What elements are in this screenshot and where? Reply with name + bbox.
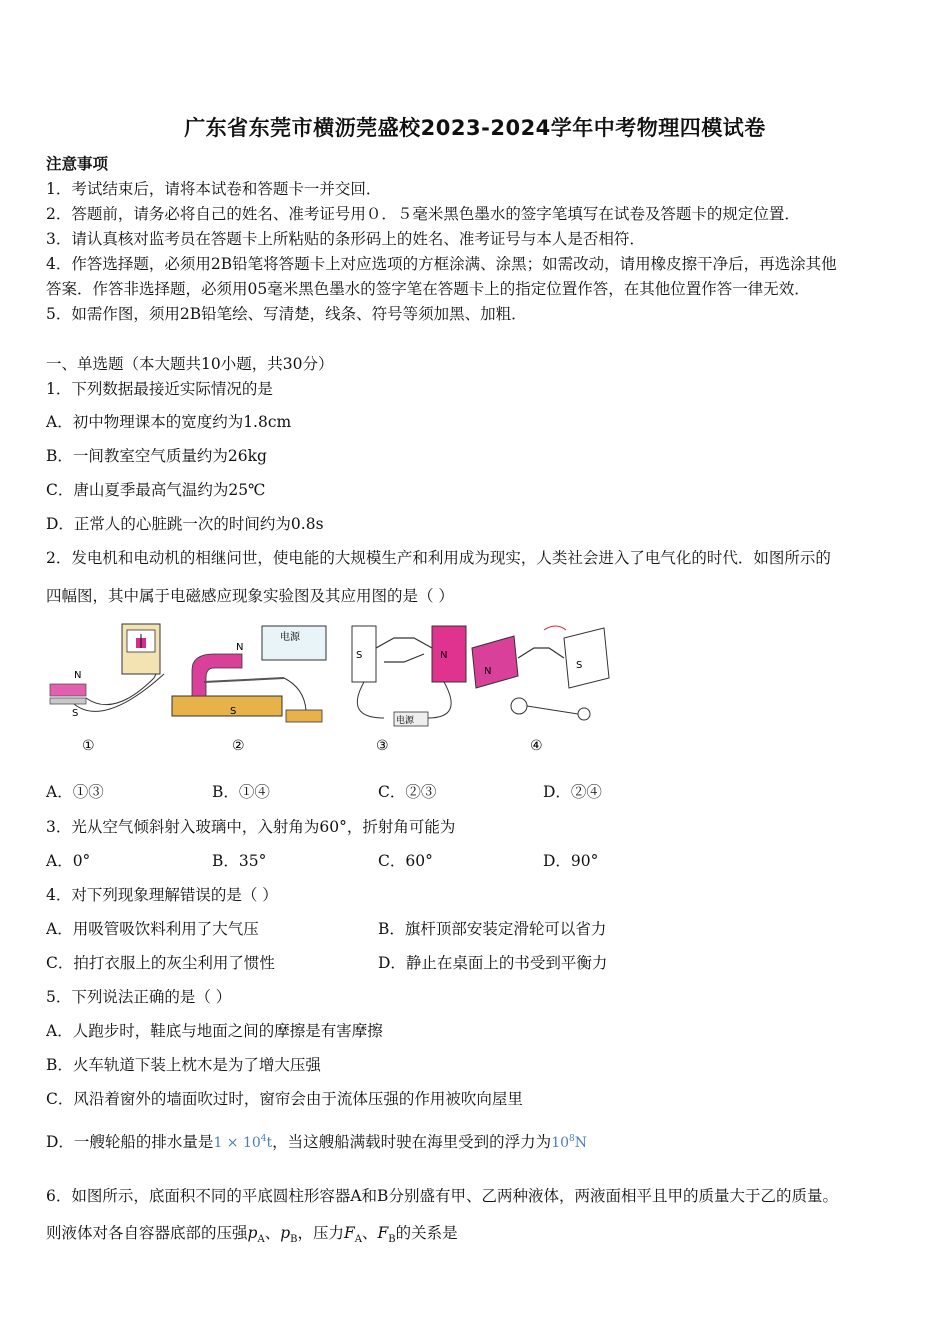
page-title: 广东省东莞市横沥莞盛校2023-2024学年中考物理四模试卷 <box>184 116 766 140</box>
question-stem: 2．发电机和电动机的相继问世，使电能的大规模生产和利用成为现实，人类社会进入了电气化的时代．如图所示的 <box>46 549 831 567</box>
option-c: C．拍打衣服上的灰尘利用了惯性 <box>46 954 275 972</box>
question-stem: 6．如图所示，底面积不同的平底圆柱形容器A和B分别盛有甲、乙两种液体，两液面相平且甲的质量大于乙的质量。 <box>46 1187 838 1205</box>
n-label: N <box>440 650 448 661</box>
question-stem-cont: 则液体对各自容器底部的压强$p_A$、$p_B$，压力$F_A$、$F_B$的关系是 <box>46 1224 458 1246</box>
option-d-text-mid: ，当这艘船满载时驶在海里受到的浮力为 <box>272 1133 552 1151</box>
figure-label: ② <box>232 738 245 754</box>
s-label: S <box>230 706 237 717</box>
option-a: A．0° <box>46 852 91 870</box>
s-label: S <box>576 660 583 671</box>
n-label: N <box>236 642 244 653</box>
notice-item: 答案．作答非选择题，必须用05毫米黑色墨水的签字笔在答题卡上的指定位置作答，在其他位置作答一律无效． <box>46 280 810 298</box>
option-a: A．人跑步时，鞋底与地面之间的摩擦是有害摩擦 <box>46 1022 383 1040</box>
notice-heading: 注意事项 <box>46 154 109 173</box>
notice-item: 5．如需作图，须用2B铅笔绘、写清楚，线条、符号等须加黑、加粗． <box>46 305 527 323</box>
notice-item: 3．请认真核对监考员在答题卡上所粘贴的条形码上的姓名、准考证号与本人是否相符． <box>46 230 645 248</box>
notice-item: 4．作答选择题，必须用2B铅笔将答题卡上对应选项的方框涂满、涂黑；如需改动，请用橡皮擦干净后，再选涂其他 <box>46 255 837 273</box>
n-label: N <box>484 666 492 677</box>
option-c: C．风沿着窗外的墙面吹过时，窗帘会由于流体压强的作用被吹向屋里 <box>46 1090 523 1108</box>
question-stem: 3．光从空气倾斜射入玻璃中，入射角为60°，折射角可能为 <box>46 818 456 836</box>
question-stem: 1．下列数据最接近实际情况的是 <box>46 380 273 398</box>
option-b: B．火车轨道下装上枕木是为了增大压强 <box>46 1056 321 1074</box>
option-d: D．②④ <box>543 783 602 801</box>
option-a: A．用吸管吸饮料利用了大气压 <box>46 920 259 938</box>
option-d <box>46 1130 587 1152</box>
displacement-formula: $1 \times 10^4t$ <box>213 1134 273 1151</box>
notice-item: 1．考试结束后，请将本试卷和答题卡一并交回． <box>46 180 382 198</box>
figure-svg <box>44 618 619 758</box>
question-stem: 5．下列说法正确的是（ ） <box>46 988 232 1006</box>
section-heading: 一、单选题（本大题共10小题，共30分） <box>46 355 334 373</box>
figure-label: ④ <box>530 738 543 754</box>
option-b: B．一间教室空气质量约为26kg <box>46 447 267 465</box>
option-b: B．35° <box>212 852 267 870</box>
power-label: 电源 <box>280 632 300 643</box>
electromagnetism-figure <box>44 618 619 758</box>
notice-item: 2．答题前，请务必将自己的姓名、准考证号用０．５毫米黑色墨水的签字笔填写在试卷及答题卡的规定位置． <box>46 205 800 223</box>
figure-1-galvanometer <box>50 624 164 719</box>
s-label: S <box>72 708 79 719</box>
option-b: B．旗杆顶部安装定滑轮可以省力 <box>378 920 607 938</box>
power-label: 电源 <box>396 716 415 726</box>
option-d: D．90° <box>543 852 599 870</box>
question-stem: 4．对下列现象理解错误的是（ ） <box>46 886 278 904</box>
option-d: D．正常人的心脏跳一次的时间约为0.8s <box>46 515 324 533</box>
option-c: C．60° <box>378 852 433 870</box>
figure-3-generator-motor <box>352 626 466 726</box>
option-d-text: D．一艘轮船的排水量是 <box>46 1133 214 1151</box>
option-c: C．②③ <box>378 783 437 801</box>
figure-2-motor <box>172 626 326 722</box>
figure-label: ① <box>82 738 95 754</box>
s-label: S <box>356 650 363 661</box>
option-a: A．①③ <box>46 783 104 801</box>
option-b: B．①④ <box>212 783 270 801</box>
n-label: N <box>74 670 82 681</box>
figure-label: ③ <box>376 738 389 754</box>
question-stem-cont: 四幅图，其中属于电磁感应现象实验图及其应用图的是（ ） <box>46 587 454 605</box>
option-a: A．初中物理课本的宽度约为1.8cm <box>46 413 292 431</box>
option-d: D．静止在桌面上的书受到平衡力 <box>378 954 608 972</box>
option-c: C．唐山夏季最高气温约为25℃ <box>46 481 266 499</box>
figure-4-generator <box>472 626 609 720</box>
buoyancy-formula: $10^8N$ <box>551 1134 587 1151</box>
